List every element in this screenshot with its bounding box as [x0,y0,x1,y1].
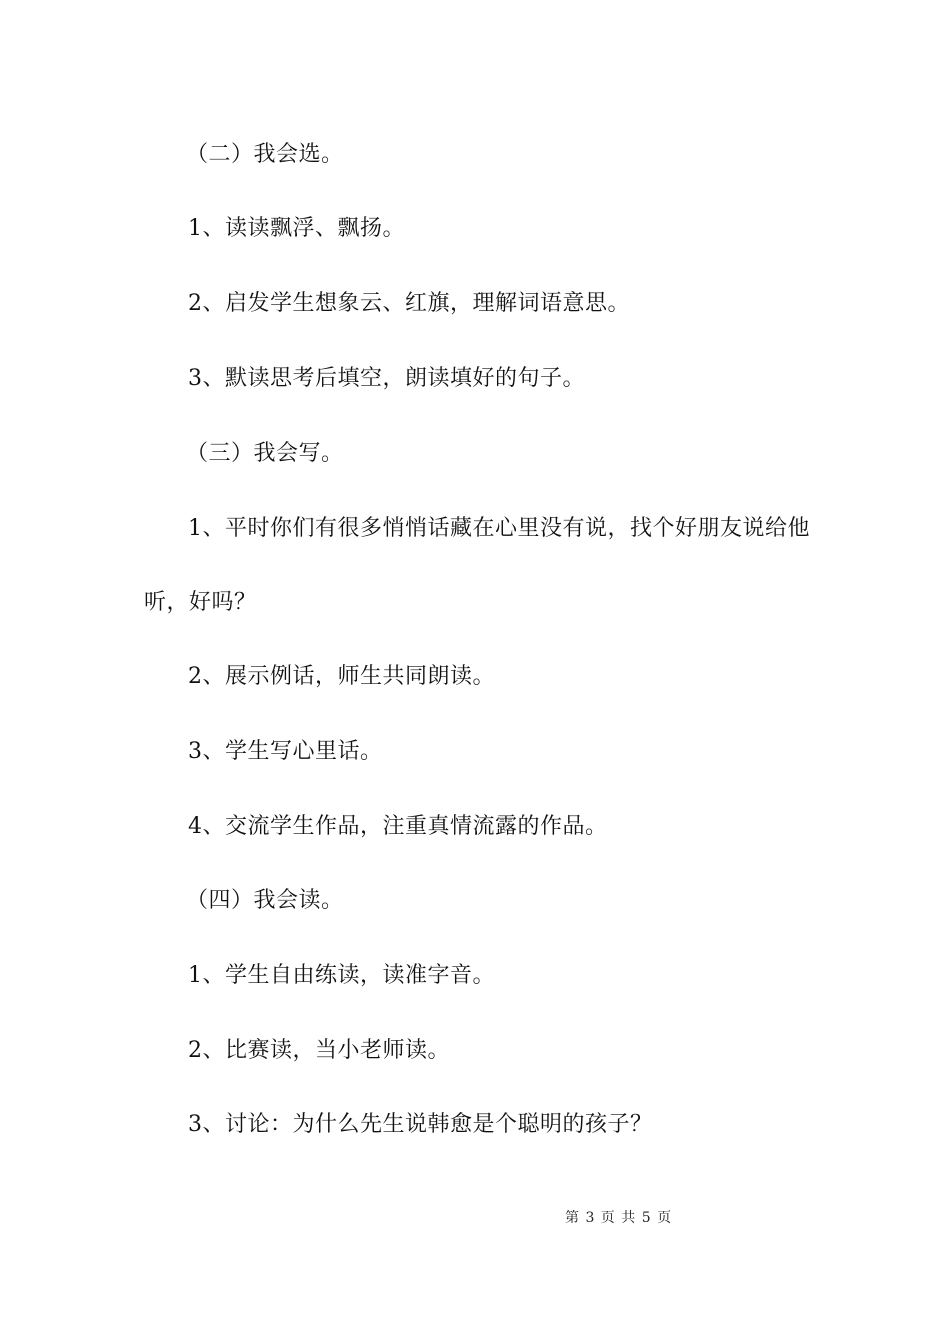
paragraph-line: 2、展示例话，师生共同朗读。 [188,664,495,689]
section-heading-read: （四）我会读。 [186,888,344,913]
paragraph-line: 1、学生自由练读，读准字音。 [188,963,495,988]
paragraph-line: 2、比赛读，当小老师读。 [188,1038,450,1063]
paragraph-line: 4、交流学生作品，注重真情流露的作品。 [188,814,608,839]
paragraph-line: 3、讨论：为什么先生说韩愈是个聪明的孩子？ [188,1112,653,1137]
section-heading-write: （三）我会写。 [186,441,344,466]
paragraph-line-continuation: 听，好吗？ [144,590,257,615]
paragraph-line: 1、读读飘浮、飘扬。 [188,216,405,241]
paragraph-line: 1、平时你们有很多悄悄话藏在心里没有说，找个好朋友说给他 [188,516,810,541]
paragraph-line: 3、学生写心里话。 [188,739,383,764]
section-heading-choose: （二）我会选。 [186,142,344,167]
page-number-footer: 第 3 页 共 5 页 [565,1210,673,1226]
paragraph-line: 3、默读思考后填空，朗读填好的句子。 [188,366,585,391]
paragraph-line: 2、启发学生想象云、红旗，理解词语意思。 [188,291,630,316]
